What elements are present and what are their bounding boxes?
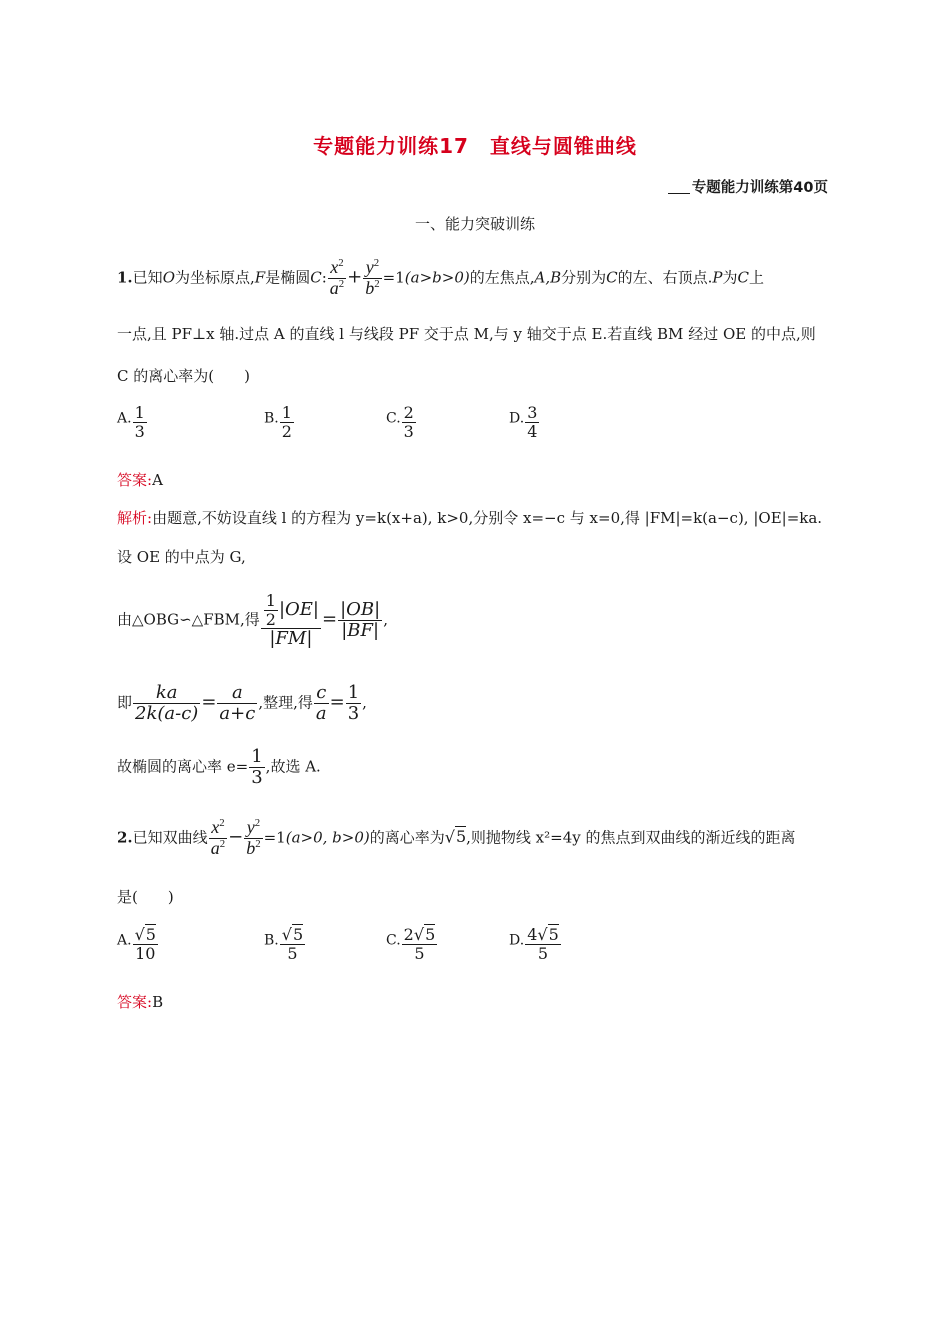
coefficient: 4 — [527, 925, 538, 944]
option-label: D. — [509, 410, 525, 427]
option-label: D. — [509, 932, 525, 949]
radicand: 5 — [425, 925, 436, 944]
answer-value: A — [152, 471, 163, 489]
denominator: a — [315, 702, 327, 724]
text: 由△OBG∽△FBM,得 — [117, 610, 260, 629]
text: 上 — [749, 268, 765, 287]
numerator: c — [316, 682, 327, 703]
condition: (a>0, b>0) — [285, 828, 370, 847]
option-b[interactable] — [264, 404, 295, 440]
option-label: C. — [386, 932, 401, 949]
option-label: B. — [264, 410, 279, 427]
option-fraction — [402, 404, 416, 440]
analysis-line-1 — [117, 508, 822, 528]
text: 的左焦点, — [469, 268, 535, 287]
numerator: 1 — [265, 591, 276, 610]
var-C: C — [310, 268, 322, 287]
denominator: 3 — [403, 421, 414, 441]
denominator: 2 — [281, 421, 292, 441]
sqrt-symbol: √ — [281, 925, 292, 944]
option-a[interactable] — [117, 404, 148, 440]
sqrt-radicand: 5 — [455, 827, 467, 847]
fraction-1-3 — [346, 683, 361, 724]
numerator: 3 — [527, 403, 538, 422]
question-1-answer — [117, 470, 163, 490]
option-a[interactable] — [117, 926, 159, 962]
denominator: 2 — [265, 609, 276, 629]
option-label: B. — [264, 932, 279, 949]
text: 是椭圆 — [265, 268, 311, 287]
numerator: 2 — [403, 403, 414, 422]
abs-BF: |BF| — [341, 620, 380, 641]
denominator: 3 — [347, 702, 360, 724]
option-fraction — [133, 404, 147, 440]
numerator: ka — [155, 682, 178, 703]
answer-label: 答案: — [117, 471, 153, 489]
option-fraction — [525, 404, 539, 440]
abs-FM: |FM| — [269, 628, 313, 650]
radicand: 5 — [548, 925, 559, 944]
text: =1 — [263, 828, 286, 847]
option-d[interactable] — [509, 404, 540, 440]
ratio-right — [338, 600, 382, 641]
question-number: 2. — [117, 828, 133, 847]
fraction-e — [249, 747, 264, 788]
option-c[interactable] — [386, 404, 417, 440]
var-b: b — [365, 277, 375, 298]
sqrt-symbol: √ — [134, 925, 145, 944]
option-label: A. — [117, 410, 132, 427]
question-2-answer — [117, 992, 163, 1012]
section-heading: 一、能力突破训练 — [414, 215, 535, 233]
text: ,整理,得 — [258, 693, 313, 712]
fraction-x2-a2 — [328, 258, 346, 299]
option-fraction — [280, 404, 294, 440]
sqrt-symbol: √ — [444, 827, 455, 847]
var-x: x — [330, 257, 339, 277]
text: ,则抛物线 x²=4y 的焦点到双曲线的渐近线的距离 — [466, 828, 796, 847]
exponent: 2 — [219, 837, 226, 850]
abs-OE: |OE| — [278, 599, 319, 621]
answer-value: B — [152, 993, 164, 1011]
page-title: 专题能力训练17 直线与圆锥曲线 — [313, 134, 637, 158]
denominator: 5 — [414, 943, 425, 963]
analysis-simplify — [117, 683, 367, 724]
numerator: 1 — [251, 746, 263, 767]
text: 为 — [722, 268, 738, 287]
radicand: 5 — [145, 925, 156, 944]
text: ,故选 A. — [265, 757, 321, 776]
analysis-conclusion — [117, 747, 321, 788]
option-fraction — [525, 926, 561, 962]
numerator: 1 — [347, 682, 360, 703]
fraction-y2-b2 — [363, 258, 381, 299]
abs-OB: |OB| — [340, 599, 381, 621]
var-b: b — [246, 837, 256, 858]
analysis-text: 由题意,不妨设直线 l 的方程为 y=k(x+a), k>0,分别令 x=−c 与 x=0,得 |FM|=k(a−c), |OE|=ka. — [152, 509, 823, 527]
text: 已知 — [132, 268, 163, 287]
half-fraction — [264, 592, 278, 628]
exponent: 2 — [219, 817, 225, 829]
fraction-x2-a2 — [209, 818, 227, 859]
denominator: a+c — [219, 702, 256, 724]
text: , — [383, 610, 388, 629]
numerator: 1 — [281, 403, 292, 422]
equals-sign: = — [329, 691, 345, 713]
option-fraction — [280, 926, 305, 962]
ratio-left — [261, 592, 321, 649]
text: 已知双曲线 — [132, 828, 208, 847]
question-1-line-1 — [117, 258, 764, 299]
question-2-line-1 — [117, 818, 796, 859]
option-label: C. — [386, 410, 401, 427]
denominator: 3 — [251, 766, 263, 788]
radicand: 5 — [292, 925, 304, 944]
coefficient: 2 — [403, 925, 414, 944]
option-fraction — [133, 926, 158, 962]
sqrt-symbol: √ — [413, 925, 425, 944]
exponent: 2 — [338, 277, 345, 290]
var-x: x — [211, 817, 220, 837]
exponent: 2 — [254, 817, 261, 829]
condition: (a>b>0) — [404, 268, 470, 287]
analysis-similar-triangles — [117, 592, 388, 649]
var-C: C — [737, 268, 750, 287]
exponent: 2 — [373, 257, 380, 269]
fraction-y2-b2 — [244, 818, 262, 859]
numerator: a — [232, 682, 243, 703]
var-a: a — [210, 837, 220, 858]
minus-sign: − — [228, 826, 244, 848]
var-y: y — [365, 257, 374, 277]
text: : — [321, 268, 327, 287]
fraction-ka — [133, 683, 200, 724]
denominator: 5 — [537, 943, 549, 963]
text: 为坐标原点, — [175, 268, 255, 287]
fraction-c-a — [314, 683, 329, 724]
numerator: 1 — [134, 403, 145, 422]
exponent: 2 — [255, 837, 261, 850]
var-F: F — [254, 268, 266, 287]
text: , — [362, 693, 367, 712]
textbook-page-reference — [668, 176, 828, 197]
answer-label: 答案: — [117, 993, 153, 1011]
fraction-a — [217, 683, 257, 724]
var-O: O — [162, 268, 175, 287]
var-C: C — [606, 268, 618, 287]
denominator: 3 — [134, 421, 145, 441]
underline-blank — [668, 193, 690, 194]
text: 故椭圆的离心率 e= — [117, 757, 249, 776]
var-y: y — [246, 817, 255, 837]
plus-sign: + — [347, 266, 363, 288]
question-number: 1. — [117, 268, 133, 287]
text: 即 — [117, 693, 133, 712]
exponent: 2 — [374, 277, 380, 290]
var-P: P — [712, 268, 723, 287]
var-a: a — [329, 277, 339, 298]
option-c[interactable] — [386, 926, 438, 962]
denominator: 2k(a-c) — [135, 702, 199, 724]
question-1-line-2: 一点,且 PF⊥x 轴.过点 A 的直线 l 与线段 PF 交于点 M,与 y 轴交于点 E.若直线 BM 经过 OE 的中点,则 — [117, 325, 816, 343]
text: =1 — [382, 268, 405, 287]
reference-text: 专题能力训练第40页 — [691, 180, 828, 196]
denominator: 5 — [287, 943, 298, 963]
equals-sign: = — [322, 608, 338, 630]
var-AB: A,B — [534, 268, 562, 287]
denominator: 10 — [135, 943, 156, 963]
option-label: A. — [117, 932, 132, 949]
equals-sign: = — [201, 691, 217, 713]
question-1-line-3: C 的离心率为( ) — [117, 367, 250, 385]
text: 的左、右顶点. — [617, 268, 713, 287]
analysis-label: 解析: — [117, 509, 153, 527]
analysis-line-2: 设 OE 的中点为 G, — [117, 548, 246, 566]
option-fraction — [402, 926, 438, 962]
question-2-line-2: 是( ) — [117, 888, 174, 906]
text: 的离心率为 — [369, 828, 445, 847]
text: 分别为 — [561, 268, 607, 287]
option-d[interactable] — [509, 926, 562, 962]
sqrt-symbol: √ — [537, 925, 548, 944]
denominator: 4 — [527, 421, 538, 441]
option-b[interactable] — [264, 926, 306, 962]
exponent: 2 — [338, 257, 344, 269]
